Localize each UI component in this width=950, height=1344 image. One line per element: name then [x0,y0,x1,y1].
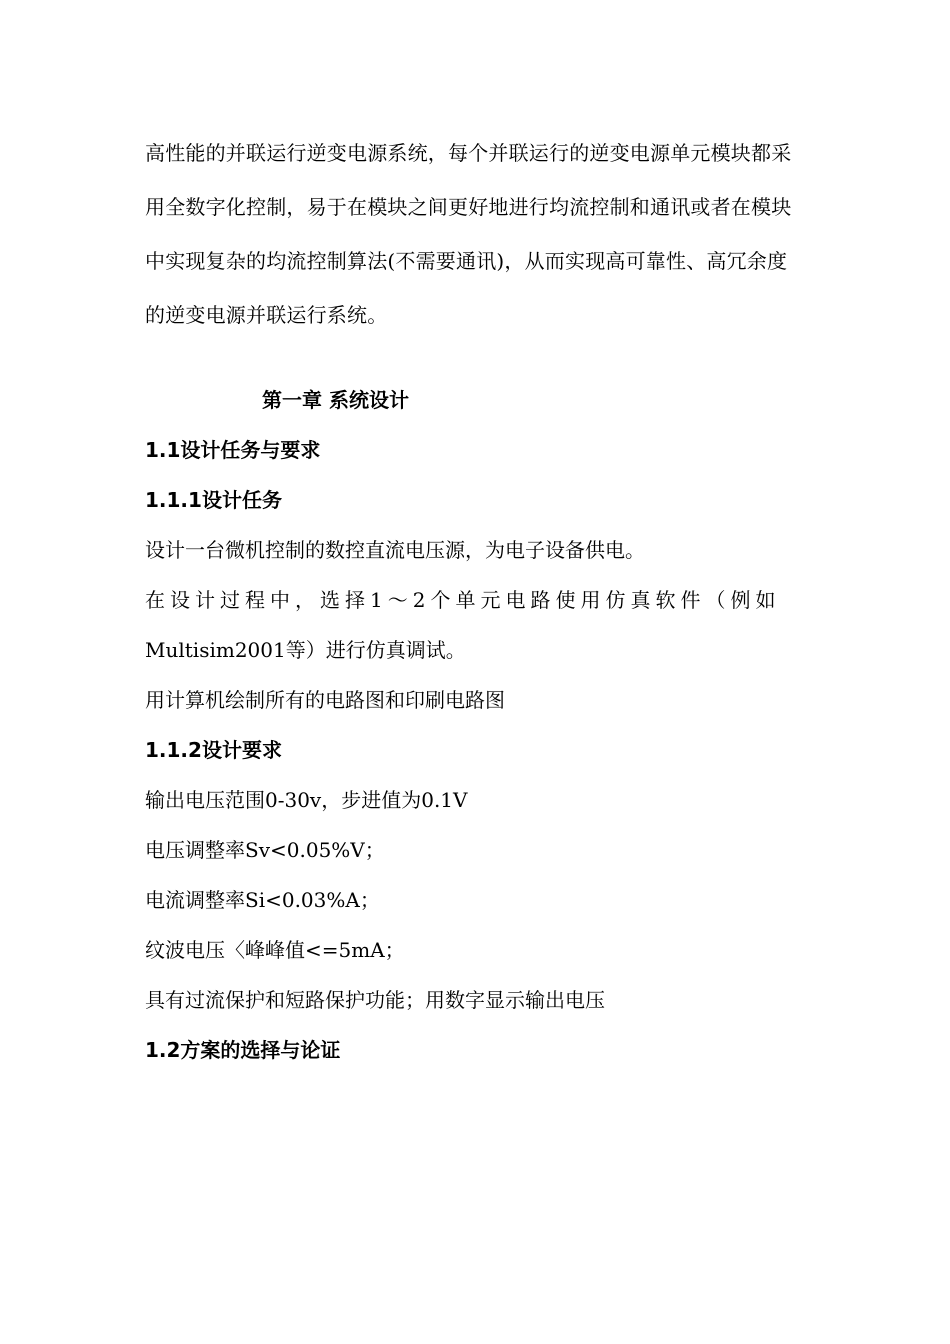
task-item-3: Multisim2001等）进行仿真调试。 [145,638,466,662]
task-item-2 [145,586,805,614]
requirement-item-3: 电流调整率Si<0.03%A； [145,888,380,912]
requirement-item-2: 电压调整率Sv<0.05%V； [145,838,385,862]
task-item-1: 设计一台微机控制的数控直流电压源，为电子设备供电。 [145,538,645,562]
requirement-item-1: 输出电压范围0-30v，步进值为0.1V [145,788,468,812]
section-1-1-1-title: 1.1.1设计任务 [145,488,282,512]
chapter-title: 第一章 系统设计 [262,388,409,412]
section-1-1-title: 1.1设计任务与要求 [145,438,321,462]
intro-paragraph: 高性能的并联运行逆变电源系统，每个并联运行的逆变电源单元模块都采用全数字化控制，易于在模块之间更好地进行均流控制和通讯或者在模块中实现复杂的均流控制算法(不需要通讯)，从而实现高可靠性、高冗余度的逆变电源并联运行系统。 [145,141,792,327]
section-1-2-title: 1.2方案的选择与论证 [145,1038,341,1062]
task-item-2-text: 在设计过程中，选择1～2个单元电路使用仿真软件（例如 [145,588,781,612]
section-1-1-2-title: 1.1.2设计要求 [145,738,282,762]
task-item-4: 用计算机绘制所有的电路图和印刷电路图 [145,688,505,712]
requirement-item-5: 具有过流保护和短路保护功能；用数字显示输出电压 [145,988,605,1012]
requirement-item-4: 纹波电压〈峰峰值<=5mA； [145,938,405,962]
